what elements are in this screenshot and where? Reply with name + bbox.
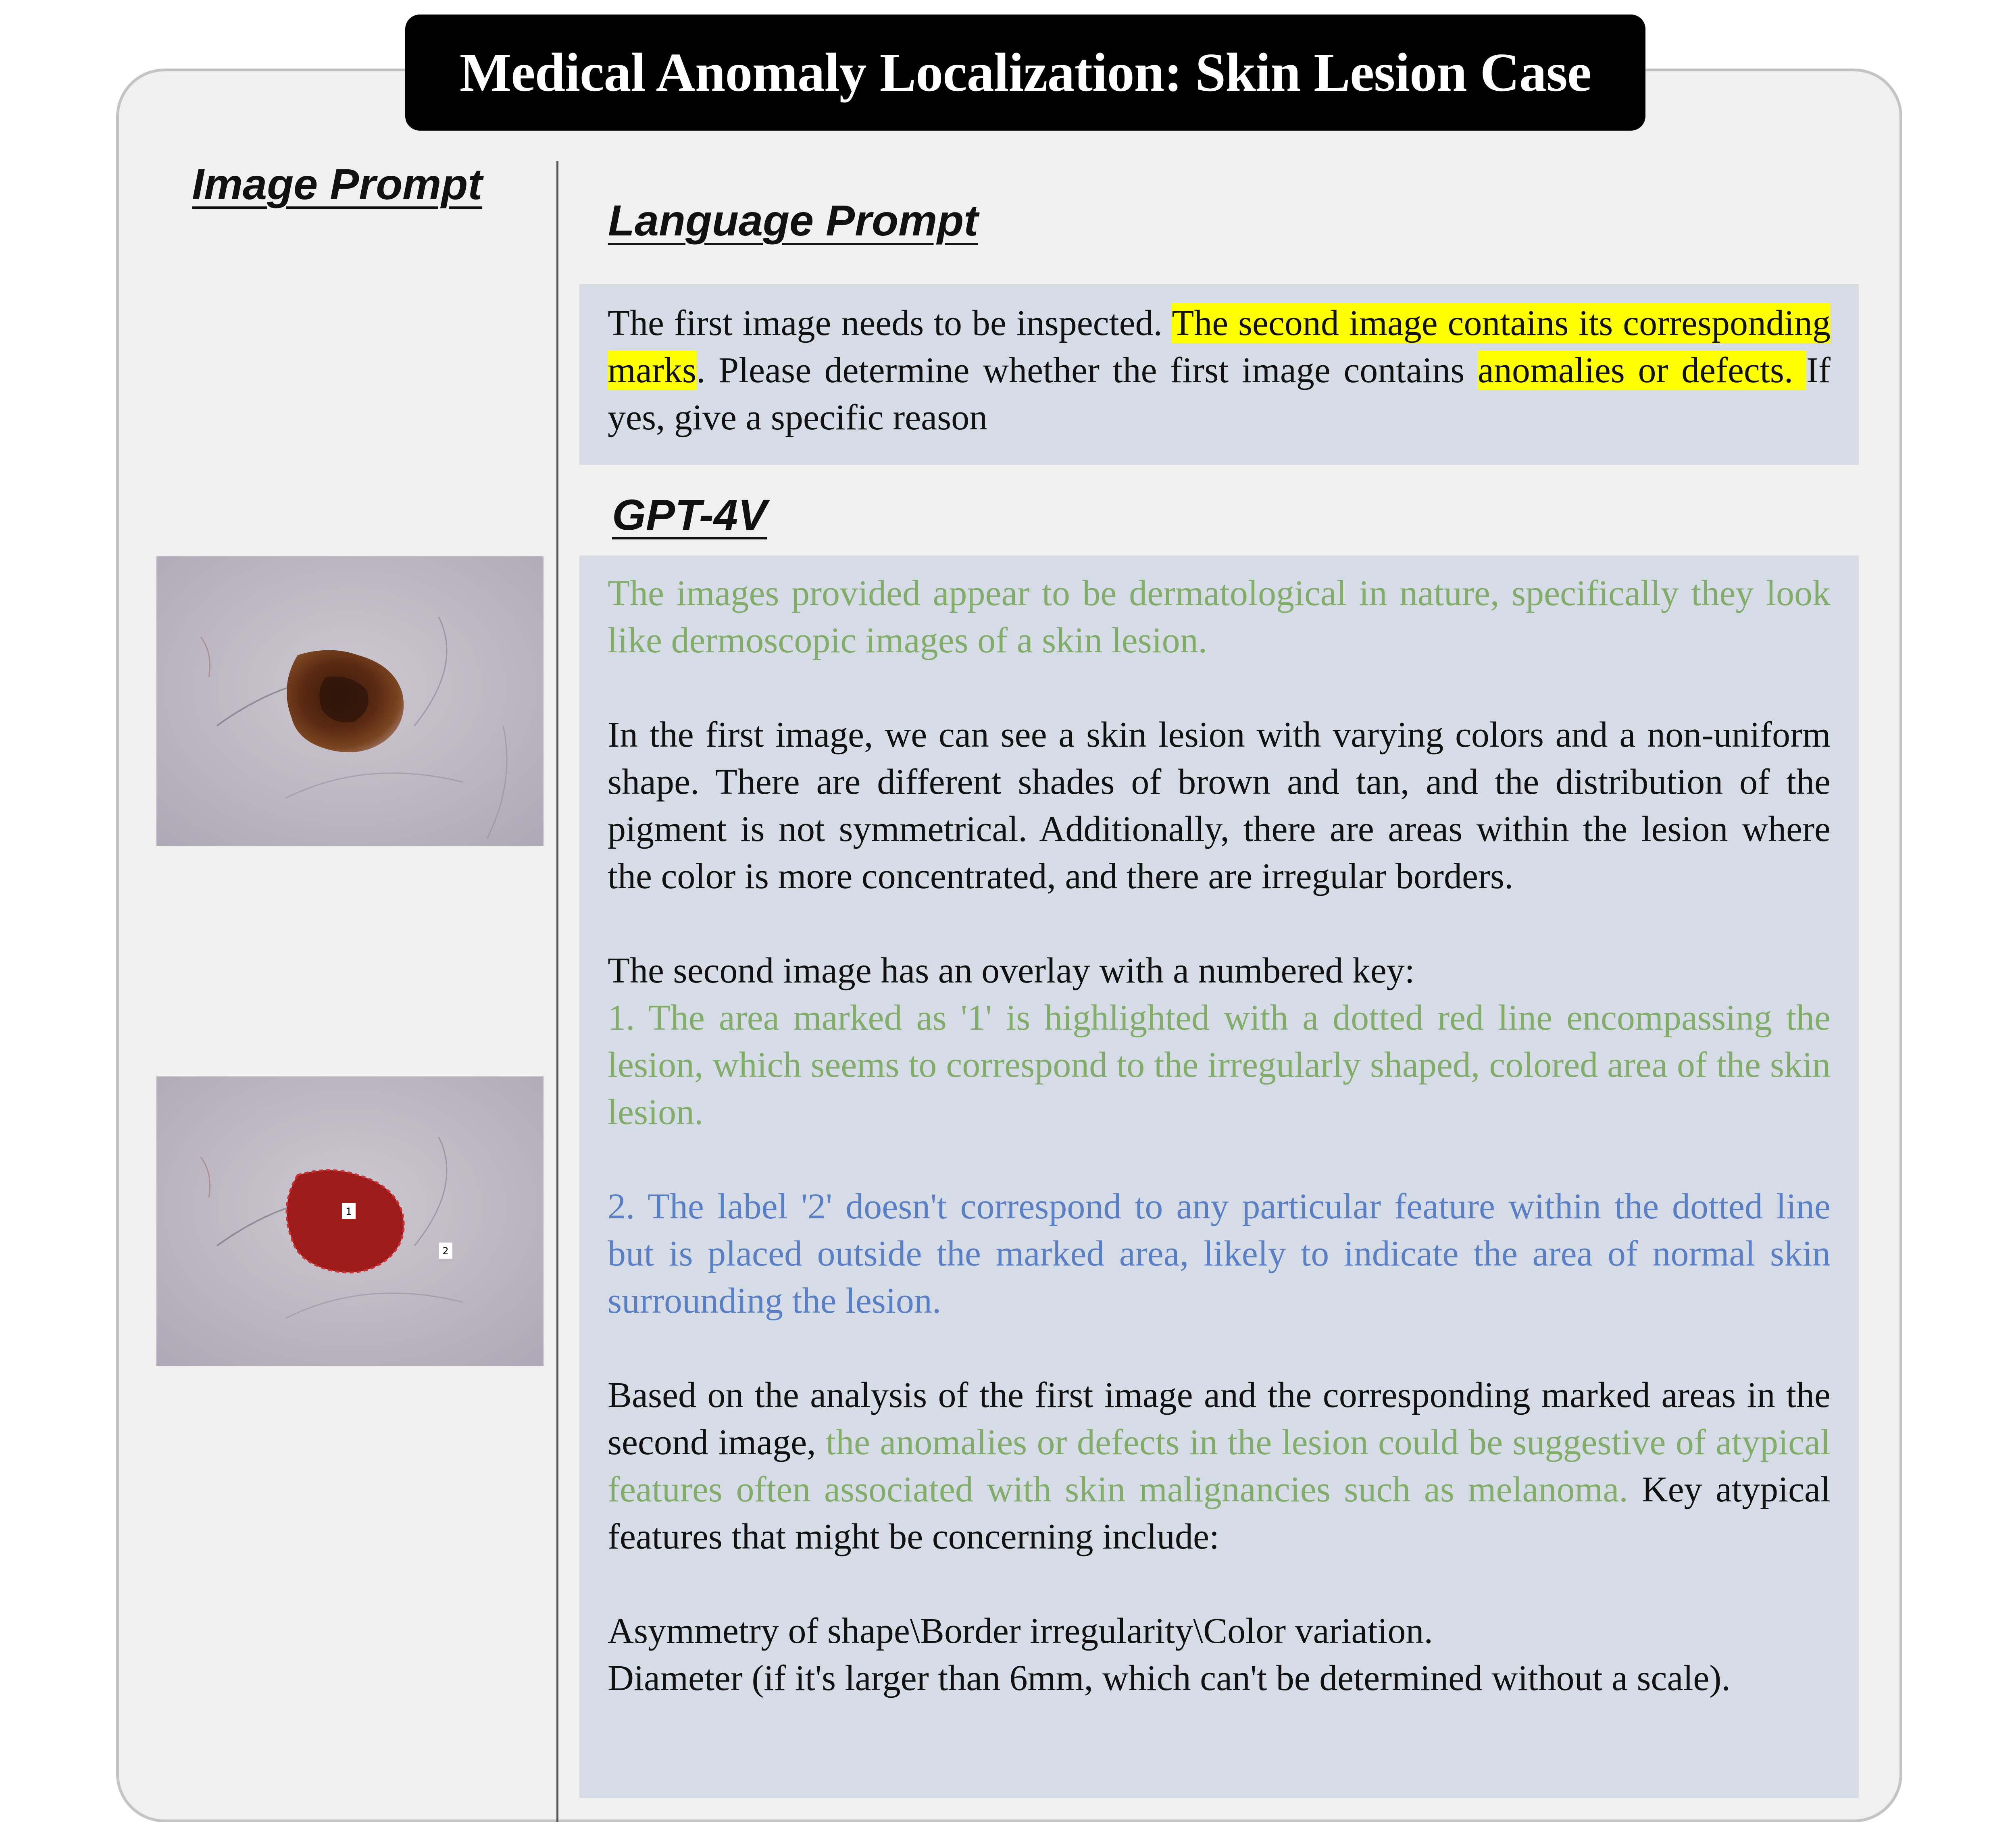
- skin-lesion-image: [156, 556, 544, 846]
- gpt4v-heading: GPT-4V: [612, 490, 767, 539]
- image-prompt-heading: Image Prompt: [192, 160, 483, 208]
- response-paragraph-3-intro: The second image has an overlay with a numbered key:: [608, 951, 1415, 991]
- response-paragraph-2: In the first image, we can see a skin lesion with varying colors and a non-uniform shape. There are different shades of brown and tan, and the distribution of the pigment is not symmetrical. Additionally, there are areas within the lesion where the color is more concentrated, and there are irregular borders.: [608, 715, 1831, 896]
- highlight-marks: The second image contains its corresponding marks: [608, 303, 1831, 390]
- figure-title-banner: [405, 15, 1645, 131]
- response-key-item-2: 2. The label '2' doesn't correspond to any particular feature within the dotted line but is placed outside the marked area, likely to indicate the area of normal skin surrounding the lesion.: [608, 1187, 1831, 1321]
- figure-title: Medical Anomaly Localization: Skin Lesion Case: [459, 42, 1591, 103]
- response-features-line-1: Asymmetry of shape\Border irregularity\Color variation.: [608, 1611, 1433, 1651]
- column-divider: [556, 161, 558, 1822]
- mark-label-1: 1: [346, 1206, 352, 1217]
- response-features-line-2: Diameter (if it's larger than 6mm, which can't be determined without a scale).: [608, 1658, 1731, 1698]
- language-prompt-text: The first image needs to be inspected. The second image contains its corresponding marks. Please determine whether the first image contains anomalies or defects. If yes, give a specific reason: [608, 303, 1831, 437]
- skin-lesion-marked-image: [156, 1076, 544, 1366]
- highlight-anomalies: anomalies or defects.: [1477, 350, 1807, 390]
- language-prompt-box: [579, 284, 1859, 465]
- mark-label-2: 2: [442, 1245, 449, 1257]
- language-prompt-heading: Language Prompt: [608, 196, 979, 245]
- response-key-item-1: 1. The area marked as '1' is highlighted with a dotted red line encompassing the lesion, which seems to correspond to the irregularly shaped, colored area of the skin lesion.: [608, 998, 1831, 1132]
- gpt4v-response-box: [579, 556, 1859, 1798]
- response-paragraph-5: Based on the analysis of the first image and the corresponding marked areas in the second image, the anomalies or defects in the lesion could be suggestive of atypical features often associated with skin malignancies such as melanoma. Key atypical features that might be concerning include:: [608, 1375, 1831, 1557]
- response-paragraph-1: The images provided appear to be dermatological in nature, specifically they look like dermoscopic images of a skin lesion.: [608, 573, 1831, 660]
